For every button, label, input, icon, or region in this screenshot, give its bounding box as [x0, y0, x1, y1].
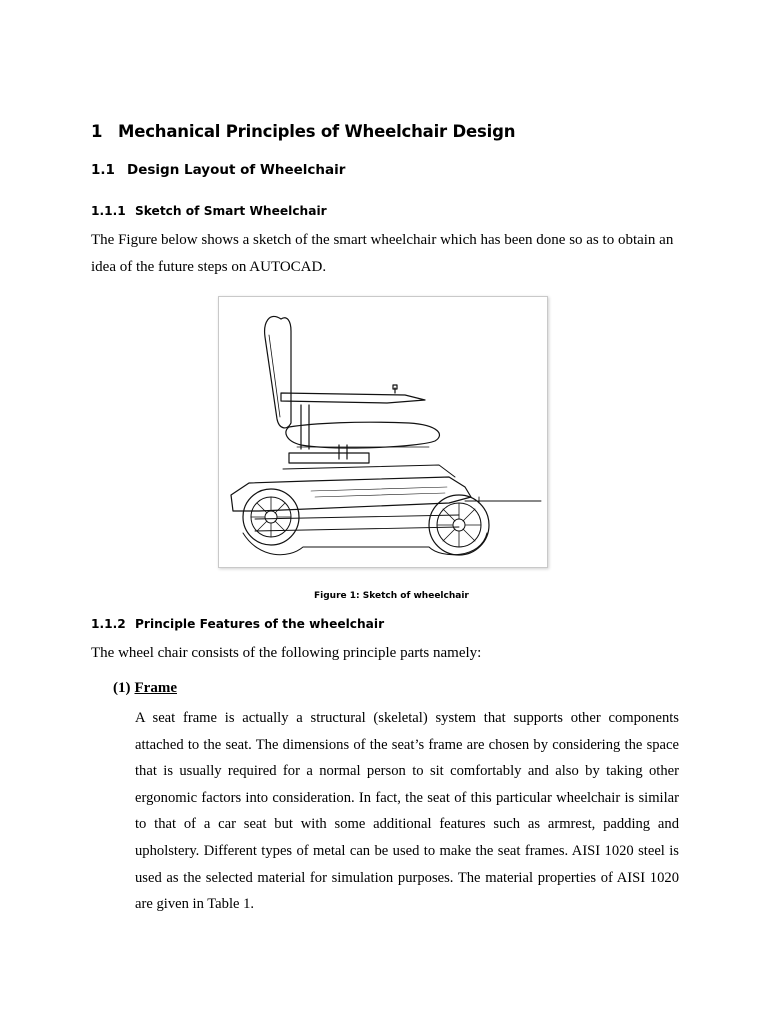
item-frame-heading — [113, 680, 177, 697]
joystick — [393, 385, 397, 393]
base-top — [283, 465, 455, 477]
sketch-paragraph: The Figure below shows a sketch of the smart wheelchair which has been done so as to obtain an idea of the future steps on AUTOCAD. — [91, 232, 674, 275]
heading-features — [91, 617, 384, 631]
wheelchair-sketch-figure — [218, 296, 548, 568]
wheelchair-sketch — [219, 297, 547, 567]
heading-1-title: Mechanical Principles of Wheelchair Design — [118, 122, 516, 141]
heading-sketch-title: Sketch of Smart Wheelchair — [135, 204, 327, 218]
base-detail — [311, 487, 447, 497]
heading-2 — [91, 162, 345, 178]
base-rail — [255, 515, 459, 531]
heading-features-number: 1.1.2 — [91, 617, 126, 631]
heading-sketch — [91, 204, 327, 218]
item-frame-label: Frame — [134, 680, 177, 696]
heading-2-title: Design Layout of Wheelchair — [127, 162, 346, 178]
heading-sketch-number: 1.1.1 — [91, 204, 126, 218]
features-paragraph: The wheel chair consists of the following principle parts namely: — [91, 645, 482, 661]
seat-post — [301, 405, 347, 459]
item-frame-index: (1) — [113, 680, 131, 696]
armrest — [281, 393, 425, 403]
heading-features-title: Principle Features of the wheelchair — [135, 617, 385, 631]
figure-caption: Figure 1: Sketch of wheelchair — [314, 591, 469, 601]
backrest — [265, 316, 291, 428]
heading-1-number: 1 — [91, 122, 103, 141]
heading-1 — [91, 122, 515, 141]
base-body — [231, 477, 471, 511]
heading-2-number: 1.1 — [91, 162, 115, 178]
item-frame-body: A seat frame is actually a structural (skeletal) system that supports other components attached to the seat. The dimensions of the seat’s frame are chosen by considering the space that is usually required for a normal person to sit comfortably and also by taking other ergonomic factors into consideration. In fact, the seat of this particular wheelchair is similar to that of a car seat but with some additional features such as armrest, padding and upholstery. Different types of metal can be used to make the seat frames. AISI 1020 steel is used as the selected material for simulation purposes. The material properties of AISI 1020 are given in Table 1. — [135, 710, 679, 913]
seat-mount — [289, 453, 369, 463]
